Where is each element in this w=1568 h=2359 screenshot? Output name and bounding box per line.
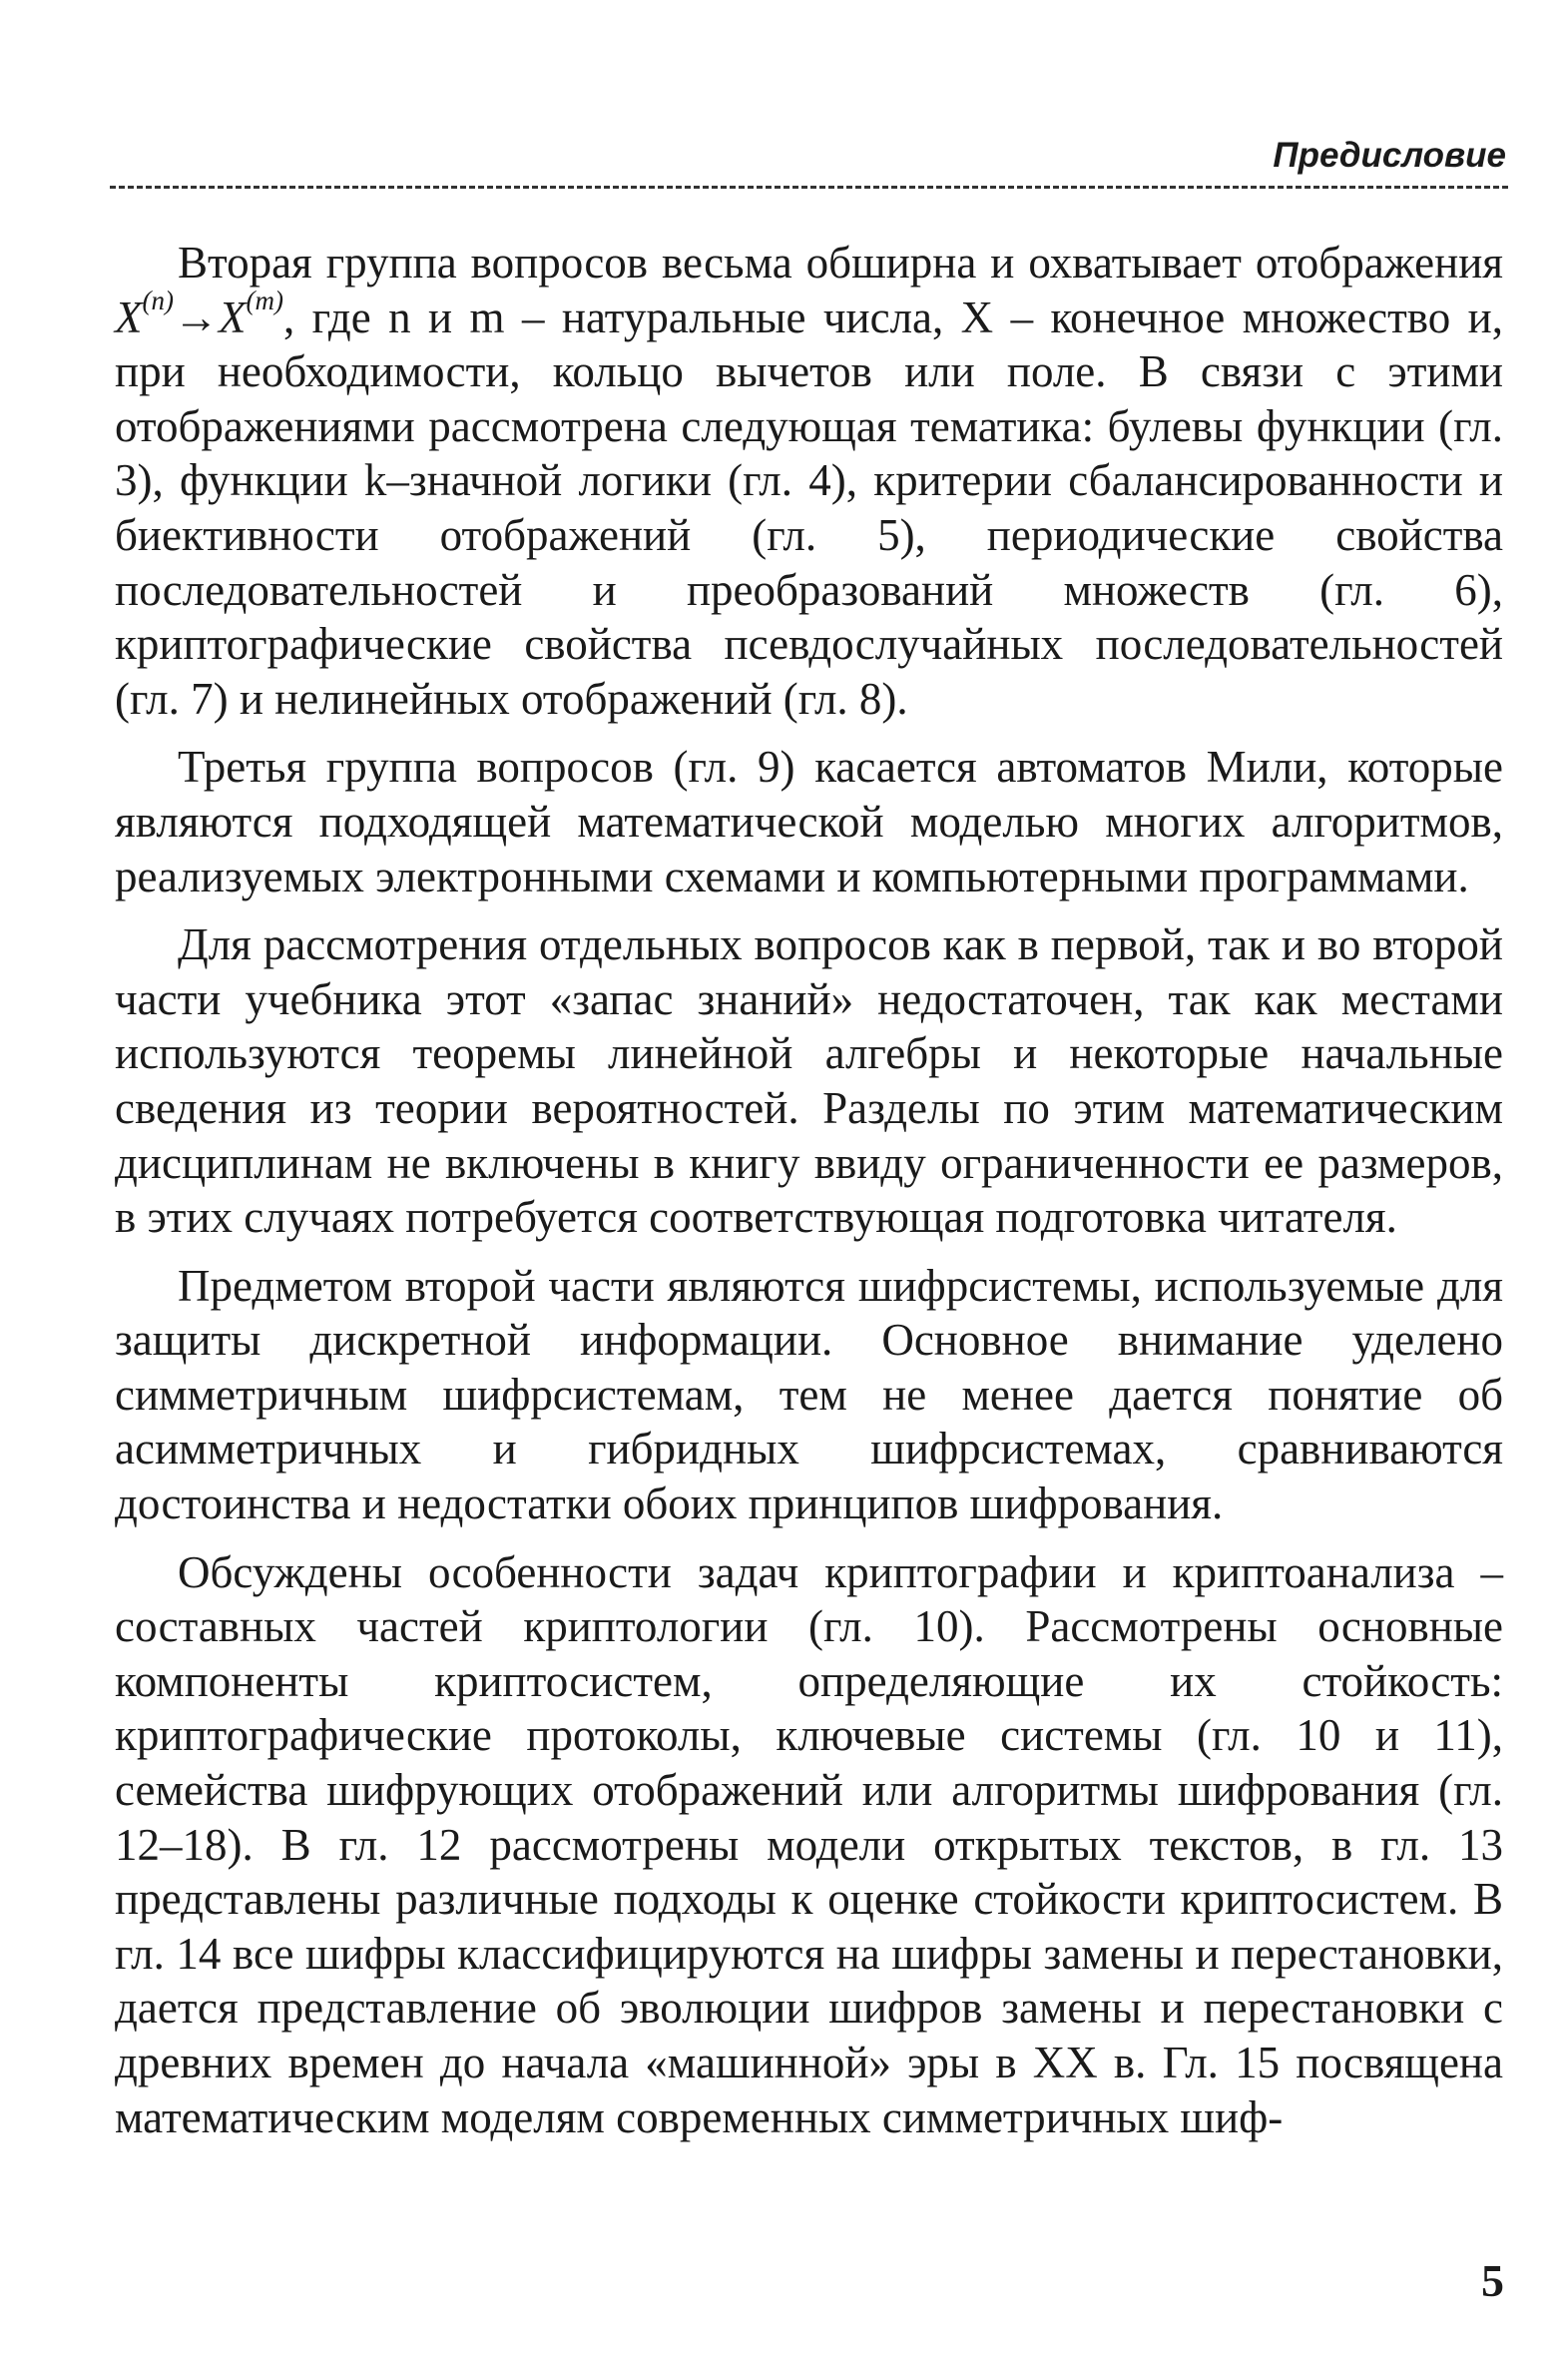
running-header-title: Предисловие <box>1273 136 1506 175</box>
main-text <box>115 236 1503 2144</box>
paragraph-3: Для рассмотрения отдельных вопросов как в первой, так и во второй части учебника этот «запас знаний» недостаточен, так как местами используются теоремы линейной алгебры и некоторые начальные сведения из теории вероятностей. Разделы по этим математическим дисциплинам не включены в книгу ввиду ограниченности ее размеров, в этих случаях потребуется соответствующая подготовка читателя. <box>115 919 1503 1243</box>
formula-sup-1: (n) <box>142 285 174 315</box>
paragraph-4: Предметом второй части являются шифрсистемы, используемые для защиты дискретной информации. Основное внимание уделено симметричным шифрсистемам, тем не менее дается понятие об асимметричных и гибридных шифрсистемах, сравниваются достоинства и недостатки обоих принципов шифрования. <box>115 1260 1503 1529</box>
formula-base-1: X <box>115 292 143 342</box>
formula-arrow: → <box>173 292 219 342</box>
paragraph-1-text: , где n и m – натуральные числа, X – конечное множество и, при необходимости, кольцо вычетов или поле. В связи с этими отображениями рассмотрена следующая тематика: булевы функции (гл. 3), функции k–значной логики (гл. 4), критерии сбалансированности и биективности отображений (гл. 5), периодические свойства последовательностей и преобразований множеств (гл. 6), криптографические свойства псевдослучайных последовательностей (гл. 7) и нелинейных отображений (гл. 8). <box>115 292 1503 724</box>
paragraph-2: Третья группа вопросов (гл. 9) касается автоматов Мили, которые являются подходящей математической моделью многих алгоритмов, реализуемых электронными схемами и компьютерными программами. <box>115 742 1503 901</box>
formula-base-2: X <box>218 292 247 342</box>
paragraph-1 <box>115 236 1503 726</box>
paragraph-5: Обсуждены особенности задач криптографии и криптоанализа – составных частей криптологии (гл. 10). Рассмотрены основные компоненты криптосистем, определяющие их стойкость: криптографические протоколы, ключевые системы (гл. 10 и 11), семейства шифрующих отображений или алгоритмы шифрования (гл. 12–18). В гл. 12 рассмотрены модели открытых текстов, в гл. 13 представлены различные подходы к оценке стойкости криптосистем. В гл. 14 все шифры классифицируются на шифры замены и перестановки, дается представление об эволюции шифров замены и перестановки с древних времен до начала «машинной» эры в XX в. Гл. 15 посвящена математическим моделям современных симметричных шиф- <box>115 1546 1503 2142</box>
header-divider <box>110 186 1508 189</box>
paragraph-1-lead: Вторая группа вопросов весьма обширна и охватывает отображения <box>178 238 1503 288</box>
mapping-formula <box>115 285 283 342</box>
page-number: 5 <box>1481 2255 1504 2306</box>
formula-sup-2: (m) <box>246 285 283 315</box>
